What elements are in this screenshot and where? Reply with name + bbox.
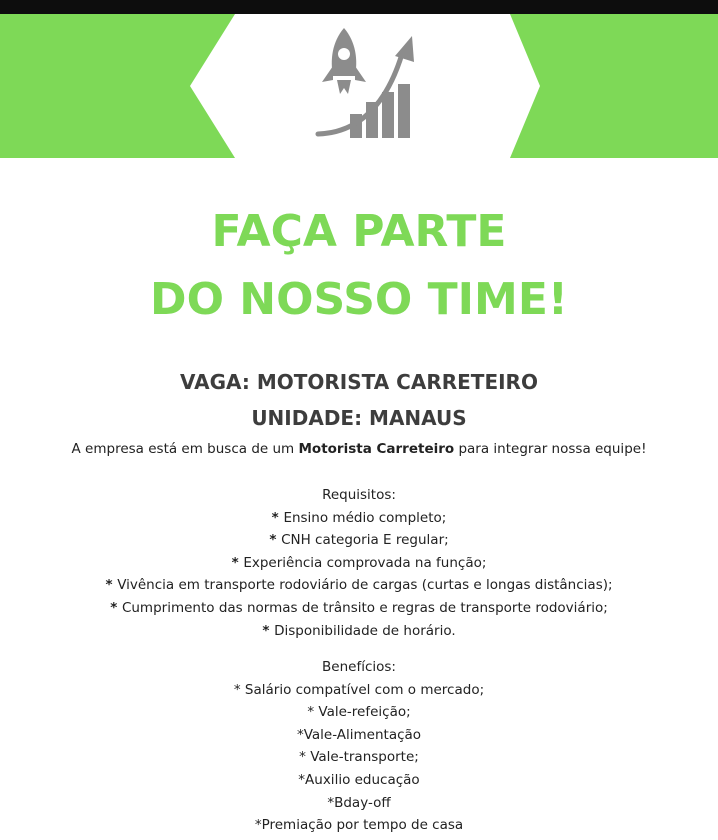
benefit-item: *Premiação por tempo de casa <box>254 817 464 834</box>
requirement-item: * Experiência comprovada na função; <box>231 554 487 571</box>
requirements-title: Requisitos: <box>322 487 396 503</box>
banner-right-green-shape <box>510 14 718 158</box>
benefit-item: *Bday-off <box>327 794 391 811</box>
benefit-item: * Salário compatível com o mercado; <box>233 681 485 698</box>
banner-left-green-shape <box>0 14 235 158</box>
rocket-growth-chart-icon <box>318 28 414 138</box>
requirement-item: * CNH categoria E regular; <box>269 532 449 549</box>
job-unit: UNIDADE: MANAUS <box>251 406 467 430</box>
banner-graphic <box>0 14 718 158</box>
benefit-item: * Vale-transporte; <box>299 749 419 766</box>
job-title: VAGA: MOTORISTA CARRETEIRO <box>180 370 538 394</box>
requirement-item: * Ensino médio completo; <box>271 509 447 526</box>
benefits-section <box>0 656 718 837</box>
intro-text <box>0 441 718 457</box>
requirements-section <box>0 484 718 642</box>
headline-line-1: FAÇA PARTE <box>211 206 507 257</box>
benefit-item: * Vale-refeição; <box>307 704 411 721</box>
intro-bold: Motorista Carreteiro <box>298 441 455 457</box>
intro-after: para integrar nossa equipe! <box>454 441 647 457</box>
headline-line-2: DO NOSSO TIME! <box>150 274 568 325</box>
top-dark-bar <box>0 0 718 14</box>
benefit-item: *Vale-Alimentação <box>296 726 422 743</box>
requirement-item: * Disponibilidade de horário. <box>262 622 456 639</box>
benefit-item: *Auxilio educação <box>298 771 420 788</box>
intro-before: A empresa está em busca de um <box>71 441 299 457</box>
benefits-title: Benefícios: <box>322 659 396 675</box>
requirement-item: * Cumprimento das normas de trânsito e regras de transporte rodoviário; <box>110 599 608 616</box>
header-banner <box>0 14 718 158</box>
requirement-item: * Vivência em transporte rodoviário de cargas (curtas e longas distâncias); <box>105 577 613 594</box>
